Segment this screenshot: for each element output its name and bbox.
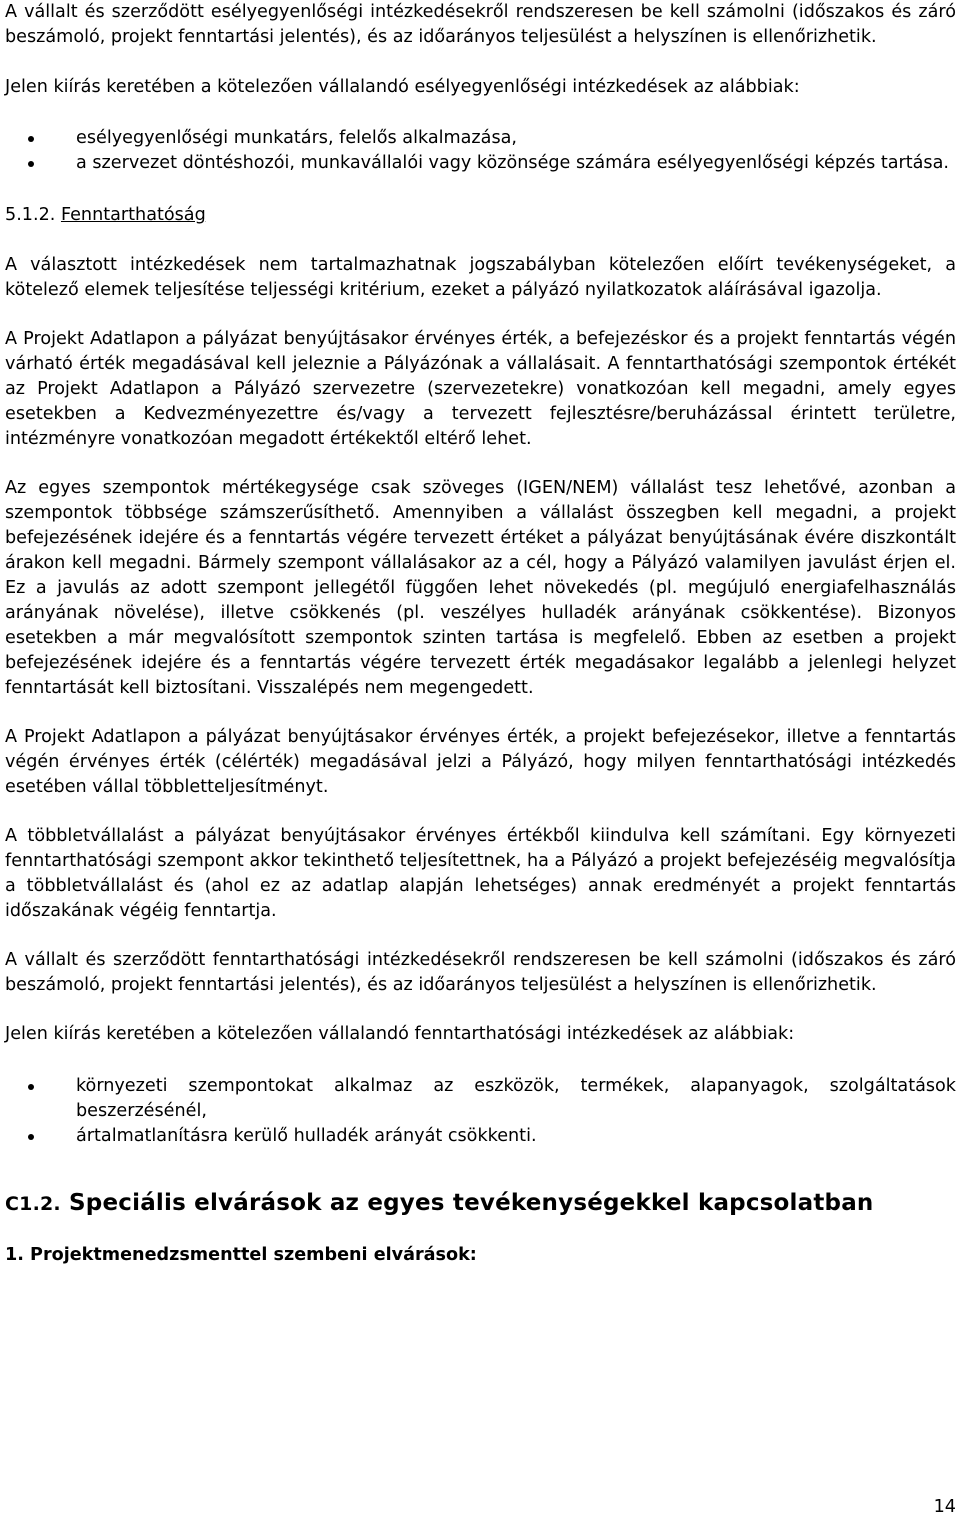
paragraph-units-of-measure: Az egyes szempontok mértékegysége csak szöveges (IGEN/NEM) vállalást tesz lehetővé, azonban a szempontok többsége számszerűsíthető. Amennyiben a vállalást összegben kell megadni, a projekt befejezésének idejére és a fenntartás végére tervezett értéket a pályázat benyújtásának évére diszkontált árakon kell megadni. Bármely szempont vállalásakor az a cél, hogy a Pályázó valamilyen javulást érjen el. Ez a javulás az adott szempont jellegétől függően lehet növekedés (pl. megújuló energiafelhasználás arányának növelése), illetve csökkenés (pl. veszélyes hulladék arányának csökkentése). Bizonyos esetekben a már megvalósított szempontok szinten tartása is megfelelő. Ebben az esetben a projekt befejezésének idejére és a fenntartás végére tervezett érték megadásakor legalább a jelenlegi helyzet fenntartását kell biztosítani. Visszalépés nem megengedett. [5, 478, 956, 698]
subheading-number: 5.1.2. [5, 205, 56, 225]
paragraph-mandatory-equal-opportunity-intro: Jelen kiírás keretében a kötelezően vállalandó esélyegyenlőségi intézkedések az alábbiak: [5, 77, 800, 97]
subheading-title: Fenntarthatóság [60, 205, 206, 225]
paragraph-target-values: A Projekt Adatlapon a pályázat benyújtásakor érvényes érték, a projekt befejezésekor, illetve a fenntartás végén érvényes érték (célérték) megadásával jelzi a Pályázó, hogy milyen fenntarthatósági intézkedés esetében vállal többletteljesítményt. [5, 727, 956, 797]
sustainability-measures-list [5, 1074, 956, 1149]
paragraph-additional-commitment: A többletvállalást a pályázat benyújtásakor érvényes értékből kiindulva kell számítani. Egy környezeti fenntarthatósági szempont akkor tekinthető teljesítettnek, ha a Pályázó a projekt befejezéséig megvalósítja a többletvállalást és (ahol ez az adatlap alapján lehetséges) annak eredményét a projekt fenntartás időszakának végéig fenntartja. [5, 826, 956, 921]
subsection-heading: 1. Projektmenedzsmenttel szembeni elvárások: [5, 1245, 477, 1265]
page-number: 14 [933, 1497, 956, 1517]
equal-opportunity-measures-list [5, 126, 956, 176]
subheading-sustainability [5, 203, 956, 228]
paragraph-reporting-equal-opportunity: A vállalt és szerződött esélyegyenlőségi intézkedésekről rendszeresen be kell számolni (időszakos és záró beszámoló, projekt fenntartási jelentés), és az időarányos teljesülést a helyszínen is ellenőrizhetik. [5, 2, 956, 47]
list-item: környezeti szempontokat alkalmaz az eszközök, termékek, alapanyagok, szolgáltatások beszerzésénél, [5, 1074, 956, 1124]
paragraph-mandatory-sustainability-intro: Jelen kiírás keretében a kötelezően vállalandó fenntarthatósági intézkedések az alábbiak: [5, 1024, 795, 1044]
list-item: esélyegyenlőségi munkatárs, felelős alkalmazása, [5, 126, 956, 151]
section-title: Speciális elvárások az egyes tevékenységekkel kapcsolatban [69, 1190, 874, 1216]
paragraph-chosen-measures: A választott intézkedések nem tartalmazhatnak jogszabályban kötelezően előírt tevékenységeket, a kötelező elemek teljesítése teljességi kritérium, ezeket a pályázó nyilatkozatok aláírásával igazolja. [5, 255, 956, 300]
list-item: a szervezet döntéshozói, munkavállalói vagy közönsége számára esélyegyenlőségi képzés tartása. [5, 151, 956, 176]
section-number: C1.2. [5, 1193, 61, 1215]
document-page [5, 0, 956, 1268]
section-heading [5, 1188, 956, 1219]
list-item: ártalmatlanításra kerülő hulladék arányát csökkenti. [5, 1124, 956, 1149]
paragraph-reporting-sustainability: A vállalt és szerződött fenntarthatósági intézkedésekről rendszeresen be kell számolni (időszakos és záró beszámoló, projekt fenntartási jelentés), és az időarányos teljesülést a helyszínen is ellenőrizhetik. [5, 950, 956, 995]
paragraph-project-datasheet-values: A Projekt Adatlapon a pályázat benyújtásakor érvényes érték, a befejezéskor és a projekt fenntartás végén várható érték megadásával kell jeleznie a Pályázónak a vállalásait. A fenntarthatósági szempontok értékét az Projekt Adatlapon a Pályázó szervezetre (szervezetekre) vonatkozóan kell megadni, amely egyes esetekben a Kedvezményezettre és/vagy a tervezett fejlesztésre/beruházással érintett területre, intézményre vonatkozóan megadott értékektől eltérő lehet. [5, 329, 956, 449]
